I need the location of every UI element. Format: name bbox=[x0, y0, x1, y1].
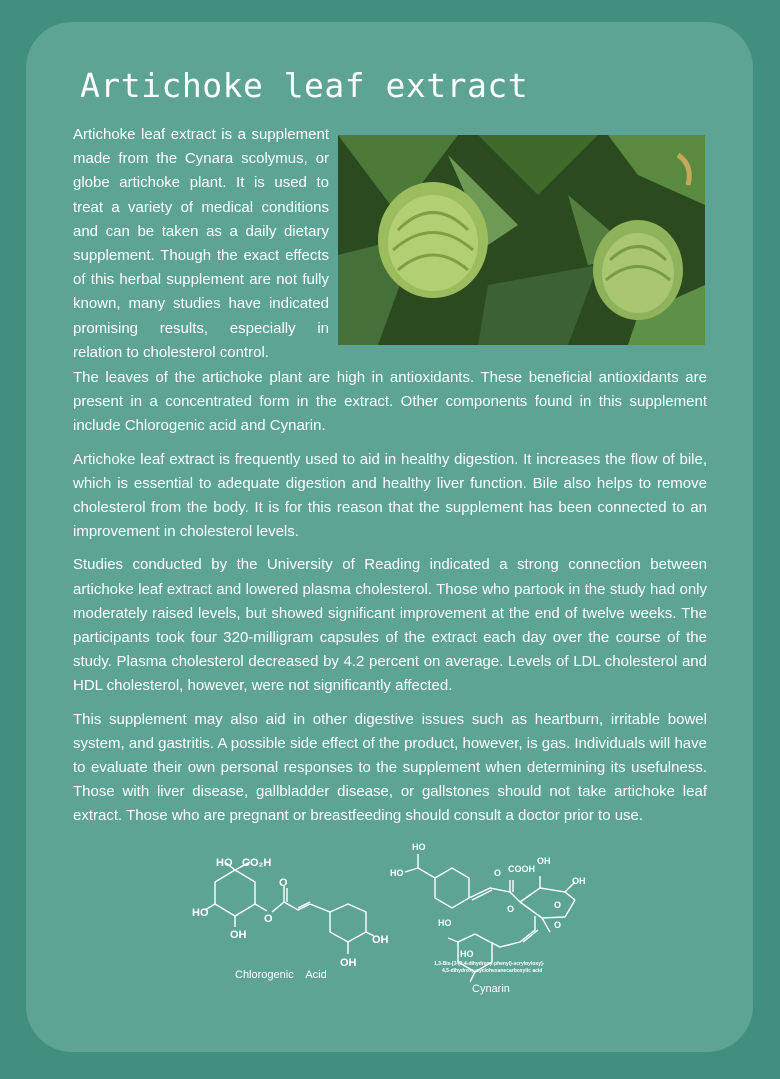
cynarin-iupac-line2: 4,5-dihydroxy-cyclohexanecarboxylic acid bbox=[442, 968, 543, 974]
chlorogenic-label-ho-top: HO bbox=[216, 857, 233, 869]
artichoke-photo bbox=[338, 135, 705, 345]
paragraph-study: Studies conducted by the University of Reading indicated a strong connection between artichoke leaf extract and lowered plasma cholesterol. Those who partook in the study had only moderately raised levels, but showed significant improvement at the end of twelve weeks. The participants took four 320-milligram capsules of the extract each day over the course of the study. Plasma cholesterol decreased by 4.2 percent on average. Levels of LDL cholesterol and HDL cholesterol, however, were not significantly affected. bbox=[73, 556, 707, 695]
chlorogenic-label-ho-left: HO bbox=[192, 907, 209, 919]
cynarin-label-oh1: OH bbox=[537, 856, 551, 866]
cynarin-iupac-line1: 1,3-Bis-[3-(3,4-dihydroxy-phenyl)-acryloyloxy]- bbox=[434, 961, 545, 967]
cynarin-label-o-ring1: O bbox=[507, 904, 515, 914]
intro-paragraph: Artichoke leaf extract is a supplement made from the Cynara scolymus, or globe artichoke plant. It is used to treat a variety of medical conditions and can be taken as a daily dietary supplement. Though the exact effects of this herbal supplement are not fully known, many studies have indicated promising results, especially in relation to cholesterol control. bbox=[73, 126, 329, 361]
paragraph-antioxidants: The leaves of the artichoke plant are high in antioxidants. These beneficial antioxidants are present in a concentrated form in the extract. Other components found in this supplement include Chlorogenic acid and Cynarin. bbox=[73, 369, 707, 435]
cynarin-label-o-carb2: O bbox=[554, 920, 562, 930]
cynarin-label-ho-bottom: HO bbox=[460, 949, 474, 959]
page-title: Artichoke leaf extract bbox=[80, 66, 529, 105]
cynarin-caption: Cynarin bbox=[472, 983, 510, 995]
cynarin-label-o-ring2: O bbox=[554, 900, 562, 910]
body-text bbox=[73, 366, 707, 838]
chlorogenic-label-o-ring: O bbox=[264, 913, 273, 925]
chlorogenic-label-oh-bottom: OH bbox=[230, 929, 247, 941]
cynarin-label-ho-left: HO bbox=[390, 868, 404, 878]
cynarin-label-o-carb1: O bbox=[494, 868, 502, 878]
cynarin-label-ho-top: HO bbox=[412, 842, 426, 852]
chlorogenic-label-oh-aryl2: OH bbox=[340, 957, 357, 969]
chlorogenic-acid-caption: Chlorogenic Acid bbox=[235, 969, 327, 981]
paragraph-digestion: Artichoke leaf extract is frequently used to aid in healthy digestion. It increases the flow of bile, which is essential to adequate digestion and healthy liver function. Bile also helps to remove cholesterol from the body. It is for this reason that the supplement has been connected to an improvement in cholesterol levels. bbox=[73, 450, 707, 541]
chlorogenic-label-o-carbonyl: O bbox=[279, 877, 288, 889]
paragraph-side-effects: This supplement may also aid in other digestive issues such as heartburn, irritable bowel system, and gastritis. A possible side effect of the product, however, is gas. Individuals will have to evaluate their own personal responses to the supplement when determining its usefulness. Those with liver disease, gallbladder disease, or gallstones should not take artichoke leaf extract. Those who are pregnant or breastfeeding should consult a doctor prior to use. bbox=[73, 710, 707, 825]
cynarin-label-cooh: COOH bbox=[508, 864, 535, 874]
chlorogenic-label-co2h: CO₂H bbox=[242, 857, 272, 869]
cynarin-label-ho-aryl: HO bbox=[438, 918, 452, 928]
cynarin-label-oh2: OH bbox=[572, 876, 586, 886]
chlorogenic-label-oh-aryl1: OH bbox=[372, 934, 389, 946]
